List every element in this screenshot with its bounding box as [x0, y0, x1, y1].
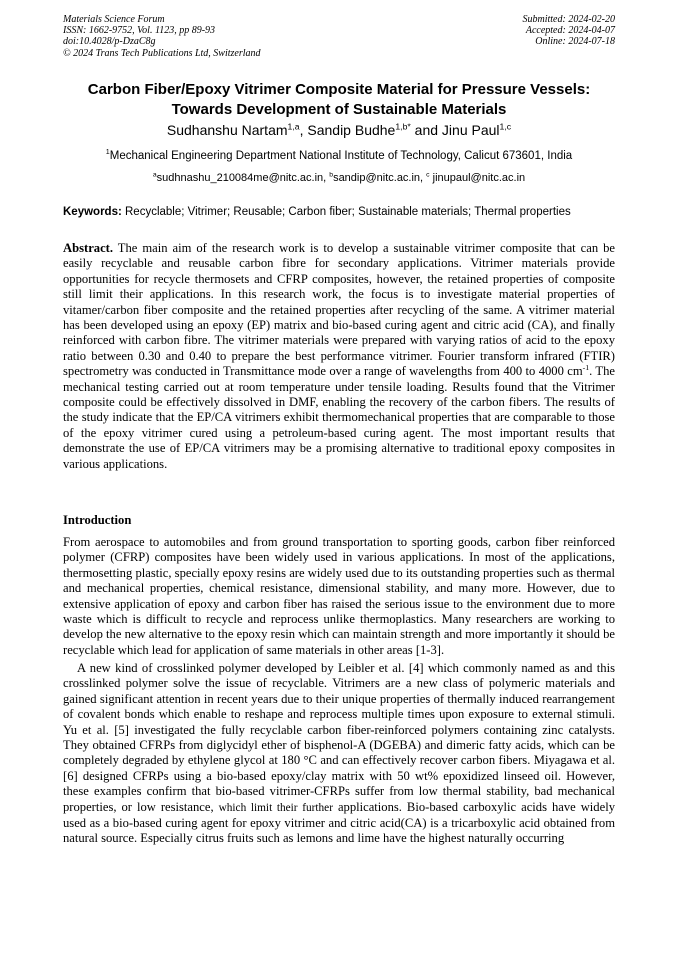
author-3: Jinu Paul: [441, 122, 500, 138]
author-1-sup: 1,a: [287, 121, 300, 132]
intro-p2-small-text: which limit their further: [218, 801, 333, 814]
section-heading-introduction: Introduction: [63, 513, 132, 527]
abstract-label: Abstract.: [63, 241, 114, 255]
accepted-date: Accepted: 2024-04-07: [525, 25, 615, 37]
author-separator: ,: [299, 122, 308, 138]
submitted-date: Submitted: 2024-02-20: [522, 14, 615, 25]
journal-header: [63, 14, 261, 59]
affiliation-sup: 1: [105, 148, 110, 157]
intro-p2-tail: [219, 800, 402, 814]
online-date: Online: 2024-07-18: [535, 36, 615, 48]
copyright-line: © 2024 Trans Tech Publications Ltd, Switzerland: [63, 47, 261, 59]
affiliation-text: Mechanical Engineering Department National Institute of Technology, Calicut 673601, India: [109, 150, 573, 162]
intro-paragraph-1: From aerospace to automobiles and from ground transportation to sporting goods, carbon fiber reinforced polymer (CFRP) composites have been widely used in various applications. In most of the applications, thermosetting plastic, specially epoxy resins are widely used due to its outstanding properties such as thermal and mechanical properties, chemical resistance, dimensional stability, and many more. However, due to extensive application of epoxy and carbon fiber has raised the serious issue to the environment due to more waste which is difficult to recycle and reprocess unlike thermoplastics. Many researchers are working to develop the new alternative to the epoxy resin which can maintain strength and more importantly it should be recyclable which lead for application of same materials in other areas [1-3].: [63, 535, 615, 657]
affiliation: [40, 149, 638, 164]
author-1: Sudhanshu Nartam: [166, 122, 288, 138]
issn-line: ISSN: 1662-9752, Vol. 1123, pp 89-93: [63, 25, 216, 37]
author-list: [40, 121, 638, 139]
title-line-2: Towards Development of Sustainable Materials: [171, 101, 507, 118]
email-c[interactable]: jinupaul@nitc.ac.in: [429, 172, 526, 184]
author-2: Sandip Budhe: [307, 122, 396, 138]
intro-paragraph-2: [63, 661, 615, 847]
abstract-text-cont: . The mechanical testing carried out at room temperature under tensile loading. Results found that the Vitrimer composite could be effectively dissolved in DMF, enabling the recovery of the carbon fibers. The results of the study indicate that the EP/CA vitrimers exhibit thermomechanical properties that are comparable to those of the epoxy vitrimer cured using a petroleum-based curing agent. The most important results that demonstrate the use of EP/CA vitrimers may be a promising alternative to traditional epoxy composites in various applications.: [63, 364, 615, 471]
email-a[interactable]: sudhnashu_210084me@nitc.ac.in,: [156, 172, 330, 184]
intro-p2-text-cont-start: applications.: [332, 799, 402, 814]
doi-line[interactable]: doi:10.4028/p-DzaC8g: [63, 36, 156, 48]
intro-p2-text-cont: Bio-based carboxylic acids have widely used as a bio-based curing agent for epoxy vitrimer and citric acid(CA) is a tricarboxylic acid obtained from natural source. Especially citrus fruits such as lemons and lime have the highest naturally occurring: [63, 799, 615, 846]
email-b[interactable]: sandip@nitc.ac.in,: [333, 172, 427, 184]
keywords-text: Recyclable; Vitrimer; Reusable; Carbon fiber; Sustainable materials; Thermal properties: [121, 206, 571, 218]
dates-header: [523, 14, 616, 48]
journal-name: Materials Science Forum: [63, 14, 165, 25]
abstract-exponent: -1: [582, 363, 590, 373]
paper-title: [40, 80, 638, 120]
intro-p2-text: A new kind of crosslinked polymer developed by Leibler et al. [4] which commonly named as and this crosslinked polymer solve the issue of recyclable. Vitrimers are a new class of polymeric materials and gained significant attention in recent years due to their unique properties of thermally induced rearrangement of covalent bonds which enable to reshape and reprocess multiple times upon exposure to external stimuli. Yu et al. [5] investigated the fully recyclable carbon fiber-reinforced polymers containing zinc catalysts. They obtained CFRPs from diglycidyl ether of bisphenol-A (DGEBA) and dimeric fatty acids, which can be completely degraded by ethylene glycol at 180 °C and can effectively recover carbon fibers. Miyagawa et al. [6] designed CFRPs using a bio-based epoxy/clay matrix with 50 wt% epoxidized linseed oil. However, these examples confirm that bio-based vitrimer-CFRPs suffer from low thermal stability, bad mechanical properties, or low resistance,: [63, 661, 615, 814]
abstract: [63, 241, 615, 472]
email-c-sup: c: [426, 171, 430, 179]
email-a-sup: a: [152, 171, 157, 179]
author-3-sup: 1,c: [499, 121, 512, 132]
keywords: [63, 205, 623, 220]
email-b-sup: b: [329, 171, 334, 179]
abstract-text: The main aim of the research work is to develop a sustainable vitrimer composite that can be easily recyclable and reusable carbon fibre for secondary applications. Vitrimer materials provide opportunities for recycle thermosets and CFRP composites, however, the retained properties of composite still limit their applications. In this research work, the focus is to investigate material properties of vitamer/carbon fiber composite and the retained properties after recycling of the same. A vitrimer material has been developed using an epoxy (EP) matrix and bio-based curing agent and citric acid (CA), and finally reinforced with carbon fibre. The vitrimer materials were prepared with varying ratios of acid to the epoxy ratio between 0.30 and 0.40 to prepare the best performance vitrimer. Fourier transform infrared (FTIR) spectrometry was conducted in Transmittance mode over a range of wavelengths from 400 to 4000 cm: [63, 241, 615, 379]
author-2-sup: 1,b*: [395, 121, 411, 132]
author-separator: and: [410, 122, 442, 138]
keywords-label: Keywords:: [63, 206, 122, 218]
title-line-1: Carbon Fiber/Epoxy Vitrimer Composite Material for Pressure Vessels:: [87, 81, 591, 98]
email-list: [40, 171, 638, 186]
